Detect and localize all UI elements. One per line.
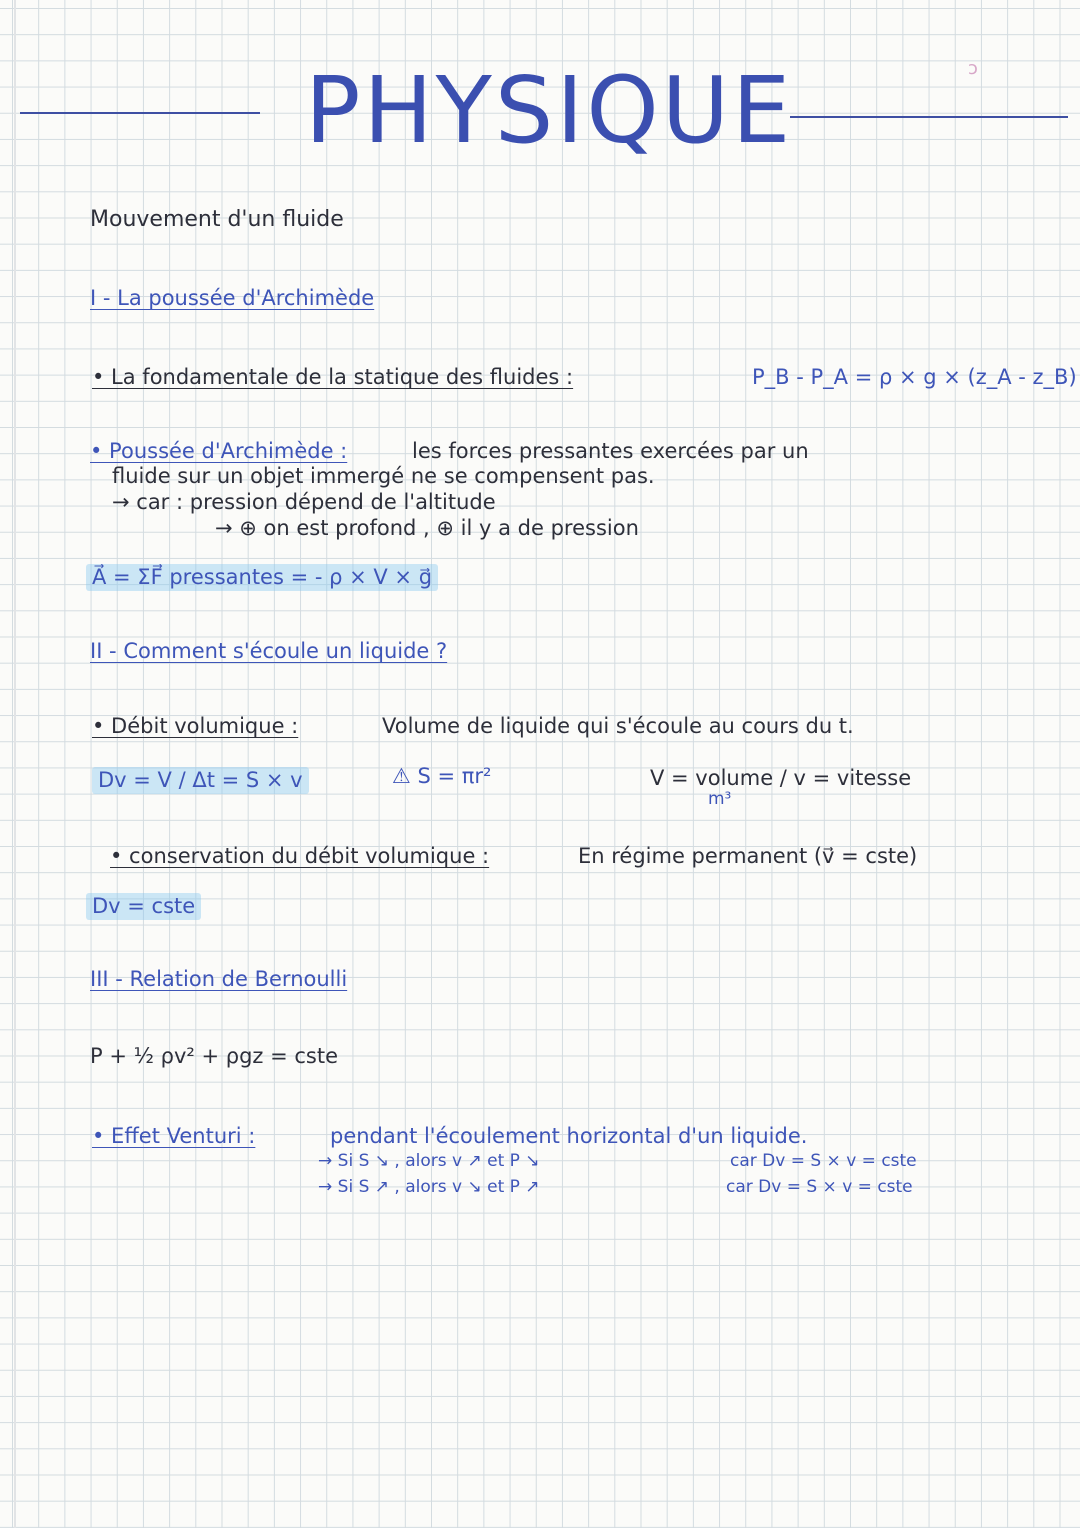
archimede-formula: A⃗ = ΣF⃗ pressantes = - ρ × V × g⃗ [86,564,438,591]
surface-formula: ⚠ S = πr² [392,764,492,788]
archimede-consequence: → ⊕ on est profond , ⊕ il y a de pression [215,516,639,540]
section-3-heading: III - Relation de Bernoulli [90,967,348,991]
volume-unit: m³ [708,789,732,809]
title-rule-left [20,112,260,114]
page-subtitle: Mouvement d'un fluide [90,207,344,232]
title-rule-right [790,116,1068,118]
debit-formula: Dv = V / Δt = S × v [92,767,309,794]
fundamental-formula: P_B - P_A = ρ × g × (z_A - z_B) [752,365,1077,389]
margin-line [14,0,16,1528]
section-2-heading: II - Comment s'écoule un liquide ? [90,639,448,663]
venturi-case-1-reason: car Dv = S × v = cste [730,1151,917,1171]
bernoulli-formula: P + ½ ρv² + ρgz = cste [90,1044,339,1068]
archimede-text-line2: fluide sur un objet immergé ne se compensent pas. [112,464,655,488]
conservation-label: • conservation du débit volumique : [110,844,490,868]
archimede-label: • Poussée d'Archimède : [90,439,348,463]
section-1-heading: I - La poussée d'Archimède [90,286,375,310]
venturi-case-2: → Si S ↗ , alors v ↘ et P ↗ [318,1177,540,1197]
archimede-text-line1: les forces pressantes exercées par un [412,439,809,463]
venturi-text: pendant l'écoulement horizontal d'un liquide. [330,1124,808,1148]
fundamental-label: • La fondamentale de la statique des fluides : [92,365,574,389]
page-title: PHYSIQUE [305,57,794,164]
conservation-formula: Dv = cste [86,893,201,920]
debit-label: • Débit volumique : [92,714,299,738]
corner-doodle: ɔ [968,58,978,79]
venturi-case-2-reason: car Dv = S × v = cste [726,1177,913,1197]
conservation-text: En régime permanent (v⃗ = cste) [578,844,918,868]
debit-text: Volume de liquide qui s'écoule au cours du t. [382,714,854,738]
volume-speed-definition: V = volume / v = vitesse [650,766,912,790]
venturi-label: • Effet Venturi : [92,1124,256,1148]
archimede-because: → car : pression dépend de l'altitude [112,490,496,514]
venturi-case-1: → Si S ↘ , alors v ↗ et P ↘ [318,1151,540,1171]
